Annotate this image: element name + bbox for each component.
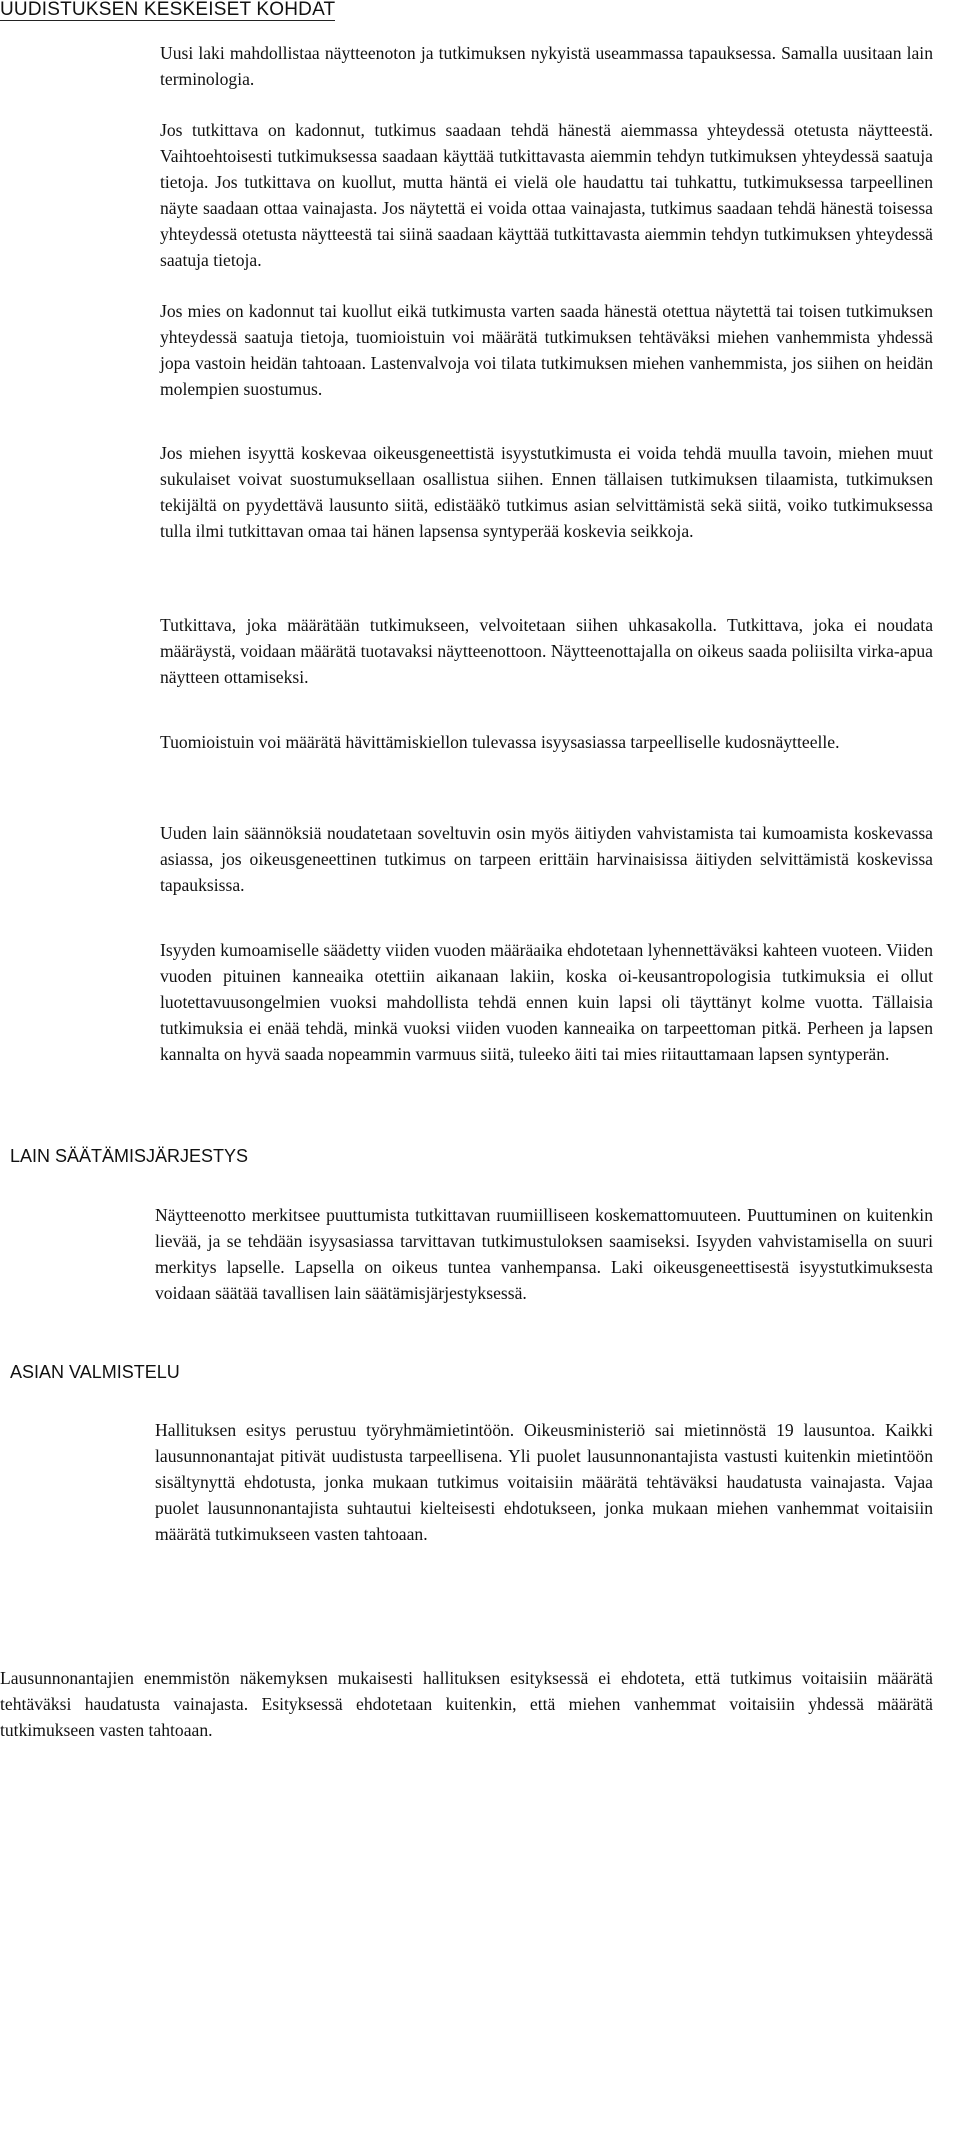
page-title: UUDISTUKSEN KESKEISET KOHDAT: [0, 0, 336, 20]
paragraph-preparation: [155, 1417, 933, 1547]
paragraph-time-limit: [160, 937, 933, 1067]
section-heading-preparation: ASIAN VALMISTELU: [10, 1362, 180, 1382]
section-heading-legislation: LAIN SÄÄTÄMISJÄRJESTYS: [10, 1146, 249, 1166]
paragraph-text: Tuomioistuin voi määrätä hävittämiskiellon tulevassa isyysasiassa tarpeelliselle kudosnäytteelle.: [160, 732, 840, 752]
paragraph-text: Uuden lain säännöksiä noudatetaan soveltuvin osin myös äitiyden vahvistamista tai kumoamista koskevassa asiassa, jos oikeusgeneettinen tutkimus on tarpeen erittäin harvinaisissa äitiyden selvittämistä koskevissa tapauksissa.: [160, 823, 933, 895]
paragraph-text: Isyyden kumoamiselle säädetty viiden vuoden määräaika ehdotetaan lyhennettäväksi kahteen vuoteen. Viiden vuoden pituinen kanneaika otettiin aikanaan lakiin, koska oi-keusantropologisia tutkimuksia ei ollut luotettavuusongelmien vuoksi mahdollista tehdä ennen kuin lapsi oli täyttänyt kolme vuotta. Tällaisia tutkimuksia ei enää tehdä, minkä vuoksi viiden vuoden kanneaika on tarpeettoman pitkä. Perheen ja lapsen kannalta on hyvä saada nopeammin varmuus siitä, tuleeko äiti tai mies riitauttamaan lapsen syntyperän.: [160, 940, 933, 1064]
paragraph-text: Tutkittava, joka määrätään tutkimukseen, velvoitetaan siihen uhkasakolla. Tutkittava, joka ei noudata määräystä, voidaan määrätä tuotavaksi näytteenottoon. Näytteenottajalla on oikeus saada poliisilta virka-apua näytteen ottamiseksi.: [160, 615, 933, 687]
paragraph-legislative-order: [155, 1202, 933, 1306]
paragraph-majority-view: [0, 1665, 933, 1743]
paragraph-text: Uusi laki mahdollistaa näytteenoton ja tutkimuksen nykyistä useammassa tapauksessa. Samalla uusitaan lain terminologia.: [160, 43, 933, 89]
paragraph-obligation-penalty: [160, 612, 933, 690]
paragraph-text: Lausunnonantajien enemmistön näkemyksen mukaisesti hallituksen esityksessä ei ehdoteta, että tutkimus voitaisiin määrätä tehtäväksi haudatusta vainajasta. Esityksessä ehdotetaan kuitenkin, että miehen vanhemmat voitaisiin yhdessä määrätä tutkimukseen vasten tahtoaan.: [0, 1668, 933, 1740]
paragraph-maternity: [160, 820, 933, 898]
paragraph-reform-intro: [160, 40, 933, 92]
paragraph-text: Jos miehen isyyttä koskevaa oikeusgeneettistä isyystutkimusta ei voida tehdä muulla tavoin, miehen muut sukulaiset voivat suostumuksellaan osallistua siihen. Ennen tällaisen tutkimuksen tilaamista, tutkimuksen tekijältä on pyydettävä lausunto siitä, edistääkö tutkimus asian selvittämistä sekä siitä, voiko tutkimuksessa tulla ilmi tutkittavan omaa tai hänen lapsensa syntyperää koskevia seikkoja.: [160, 443, 933, 541]
paragraph-text: Hallituksen esitys perustuu työryhmämietintöön. Oikeusministeriö sai mietinnöstä 19 lausuntoa. Kaikki lausunnonantajat pitivät uudistusta tarpeellisena. Yli puolet lausunnonantajista vastusti kuitenkin mietintöön sisältynyttä ehdotusta, jonka mukaan tutkimus voitaisiin määrätä tehtäväksi haudatusta vainajasta. Vajaa puolet lausunnonantajista suhtautui kielteisesti ehdotukseen, jonka mukaan miehen vanhemmat voitaisiin määrätä tutkimukseen vasten tahtoaan.: [155, 1420, 933, 1544]
paragraph-text: Jos tutkittava on kadonnut, tutkimus saadaan tehdä hänestä aiemmassa yhteydessä otetusta näytteestä. Vaihtoehtoisesti tutkimuksessa saadaan käyttää tutkittavasta aiemmin tehdyn tutkimuksen yhteydessä saatuja tietoja. Jos tutkittava on kuollut, mutta häntä ei vielä ole haudattu tai tuhkattu, tutkimuksessa tarpeellinen näyte saadaan ottaa vainajasta. Jos näytettä ei voida ottaa vainajasta, tutkimus saadaan tehdä hänestä toisessa yhteydessä otetusta näytteestä tai siinä saadaan käyttää tutkittavasta aiemmin tehdyn tutkimuksen yhteydessä saatuja tietoja.: [160, 120, 933, 270]
paragraph-parents-of-man: [160, 298, 933, 402]
paragraph-destruction-ban: [160, 729, 933, 755]
paragraph-missing-or-deceased-subject: [160, 117, 933, 273]
paragraph-text: Näytteenotto merkitsee puuttumista tutkittavan ruumiilliseen koskemattomuuteen. Puuttuminen on kuitenkin lievää, ja se tehdään isyysasiassa tarvittavan tutkimustuloksen saamiseksi. Isyyden vahvistamisella on suuri merkitys lapselle. Lapsella on oikeus tuntea vanhempansa. Laki oikeusgeneettisestä isyystutkimuksesta voidaan säätää tavallisen lain säätämisjärjestyksessä.: [155, 1205, 933, 1303]
paragraph-text: Jos mies on kadonnut tai kuollut eikä tutkimusta varten saada hänestä otettua näytettä tai toisen tutkimuksen yhteydessä saatuja tietoja, tuomioistuin voi määrätä tutkimuksen tehtäväksi miehen vanhemmista yhdessä jopa vastoin heidän tahtoaan. Lastenvalvoja voi tilata tutkimuksen miehen vanhemmista, jos siihen on heidän molempien suostumus.: [160, 301, 933, 399]
paragraph-other-relatives: [160, 440, 933, 544]
